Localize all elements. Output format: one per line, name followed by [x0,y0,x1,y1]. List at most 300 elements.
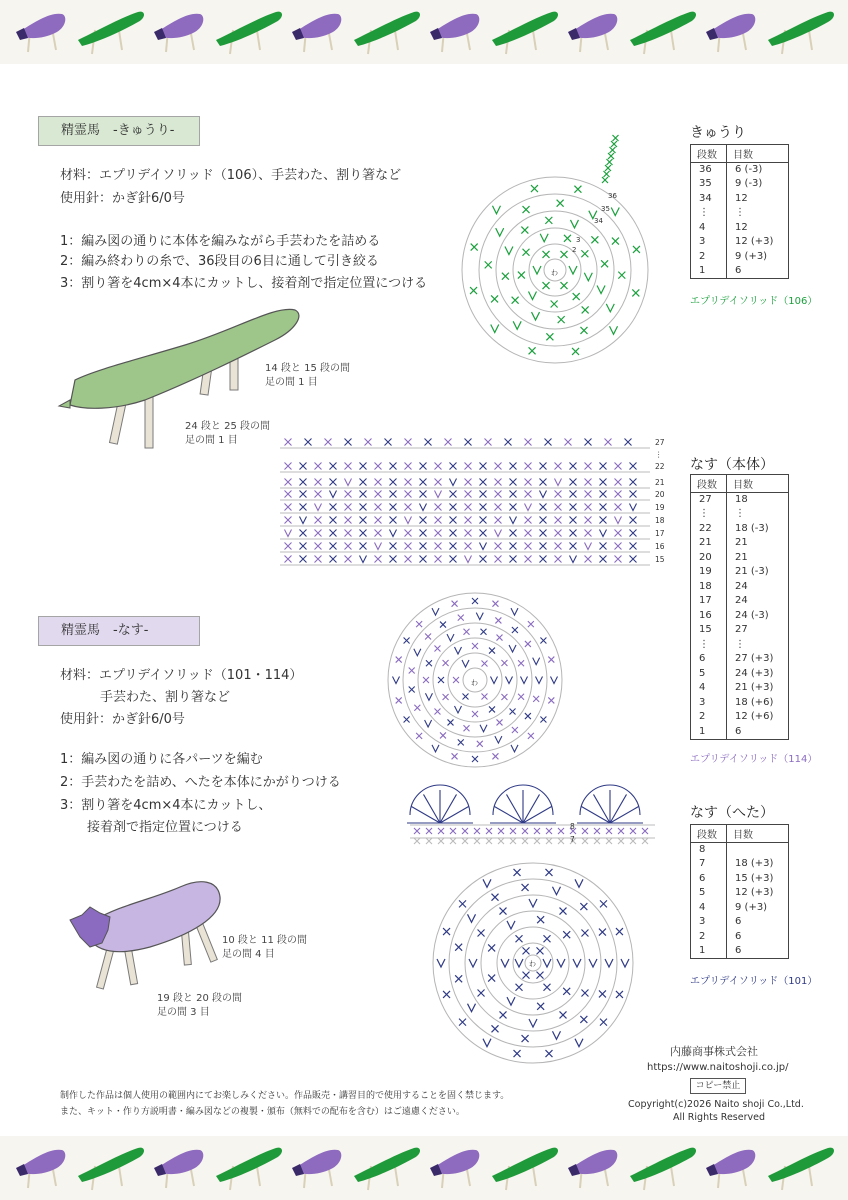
row-number-cell: 2 [691,250,727,265]
stitch-mark [533,266,541,274]
eggplant-horse-illustration [60,875,230,995]
cucumber-crochet-chart [455,130,655,380]
stitch-mark [478,990,485,997]
eggplant-heta-round-chart [428,858,638,1068]
stitch-count-cell: 21 (-3) [735,566,769,578]
stitch-mark [452,753,458,759]
eggplant-materials: 材料：エプリデイソリッド（101・114） [60,668,303,683]
cucumber-step-2: 2：編み終わりの糸で、36段目の6目に通して引き絞る [60,254,379,269]
stitch-mark [507,997,515,1005]
eggplant-body-chart-center: わ [471,679,478,687]
stitch-count-cell: 24 [735,595,748,607]
stitch-mark [345,479,352,486]
stitch-mark [450,838,456,844]
stitch-mark [330,504,337,511]
stitch-mark [345,517,352,524]
cucumber-leg-note-back [185,420,270,448]
stitch-mark [560,908,567,915]
eggplant-icon [154,14,203,52]
table-row [691,930,789,945]
table-row [691,192,789,207]
stitch-mark [471,244,478,251]
stitch-mark [470,287,477,294]
row-number-cell: 18 [691,580,727,595]
stitch-mark [405,491,412,498]
stitch-mark [463,629,469,635]
stitch-mark [555,517,562,524]
stitch-mark [435,517,442,524]
stitch-mark [315,504,322,511]
stitch-mark [580,1016,587,1023]
stitch-mark [462,660,469,667]
stitch-mark [285,543,292,550]
table-row [691,163,789,178]
stitch-mark [630,491,637,498]
stitch-mark [618,272,625,279]
vegetable-pattern [0,1136,848,1200]
stitch-mark [375,479,382,486]
cucumber-chart-label-wa: わ [551,269,558,277]
stitch-mark [345,556,352,563]
cucumber-leg-note-back-line2: 足の間 1 目 [185,435,238,446]
stitch-mark [600,556,607,563]
eggplant-icon [430,1150,479,1188]
row-number-cell: 5 [691,667,727,682]
stitch-mark [285,556,292,563]
stitch-mark [570,491,577,498]
stitch-mark [435,491,442,498]
stitch-mark [570,517,577,524]
stitch-mark [600,479,607,486]
stitch-mark [480,530,487,537]
stitch-mark [434,708,440,714]
stitch-mark [300,543,307,550]
stitch-mark [616,991,623,998]
stitch-mark [459,900,466,907]
stitch-count-cell: 6 [735,725,742,737]
stitch-mark [469,959,477,967]
table-row [691,681,789,696]
stitch-mark [600,900,607,907]
stitch-mark [285,517,292,524]
stitch-mark [585,504,592,511]
stitch-mark [633,246,640,253]
heta-table-header-rows: 段数 [691,825,727,843]
stitch-mark [450,504,457,511]
stitch-mark [330,491,337,498]
stitch-count-cell: ⋮ [735,207,745,219]
stitch-mark [537,916,544,923]
table-row [691,710,789,725]
stitch-mark [300,517,307,524]
stitch-mark [435,556,442,563]
stitch-mark [476,613,483,620]
heta-count-table [690,824,789,959]
stitch-mark [521,677,528,684]
stitch-mark [492,1025,499,1032]
body-table-header-stitches: 目数 [727,475,789,493]
stitch-mark [360,517,367,524]
table-row [691,623,789,638]
stitch-mark [443,660,449,666]
stitch-mark [528,291,536,299]
eggplant-step-3: 3：割り箸を4cm×4本にカットし、 [60,798,272,813]
stitch-mark [420,491,427,498]
stitch-mark [545,869,552,876]
stitch-mark [390,543,397,550]
stitch-mark [462,828,468,834]
stitch-mark [582,828,588,834]
table-row [691,250,789,265]
stitch-mark [540,517,547,524]
stitch-mark [522,249,529,256]
stitch-mark [552,887,560,895]
stitch-mark [414,649,421,656]
eggplant-icon [16,1150,65,1188]
stitch-mark [495,504,502,511]
stitch-count-cell: 12 [735,192,748,204]
stitch-mark [472,711,478,717]
stitch-mark [611,141,617,147]
stitch-mark [300,491,307,498]
stitch-mark [495,617,501,623]
cucumber-count-table [690,144,789,279]
stitch-count-cell: 9 (+3) [735,250,768,262]
stitch-mark [300,530,307,537]
stitch-mark [642,828,648,834]
stitch-mark [472,643,478,649]
row-number-cell: 15 [691,623,727,638]
stitch-mark [305,439,312,446]
stitch-mark [480,556,487,563]
stitch-mark [495,517,502,524]
stitch-mark [529,1019,537,1027]
stitch-mark [440,622,446,628]
company-url[interactable]: https://www.naitoshoji.co.jp/ [647,1062,789,1073]
stitch-mark [450,517,457,524]
stitch-mark [525,543,532,550]
stitch-mark [615,530,622,537]
stitch-mark [600,530,607,537]
stitch-mark [569,266,577,274]
stitch-mark [510,463,517,470]
stitch-mark [285,463,292,470]
stitch-mark [630,504,637,511]
table-row [691,507,789,522]
stitch-mark [465,543,472,550]
stitch-mark [488,975,495,982]
stitch-mark [585,439,592,446]
stitch-mark [300,504,307,511]
row-chart-label: 22 [655,462,665,471]
stitch-mark [600,517,607,524]
row-number-cell: 2 [691,710,727,725]
table-row [691,594,789,609]
stitch-count-cell: 24 (-3) [735,609,769,621]
stitch-mark [360,504,367,511]
eggplant-materials-2: 手芸わた、割り箸など [100,690,231,705]
no-copy-badge: コピー禁止 [690,1078,746,1094]
stitch-mark [555,504,562,511]
stitch-mark [501,660,507,666]
stitch-mark [570,479,577,486]
stitch-mark [545,1050,552,1057]
stitch-mark [572,348,579,355]
stitch-mark [570,543,577,550]
stitch-mark [613,135,619,141]
stitch-mark [522,838,528,844]
eggplant-icon [292,14,341,52]
stitch-count-cell: 18 (+6) [735,696,774,708]
stitch-mark [533,658,540,665]
stitch-count-cell: 24 (+3) [735,667,774,679]
stitch-mark [440,732,446,738]
cucumber-yarn-label: エプリデイソリッド（106） [690,296,818,307]
table-row [691,857,789,872]
stitch-mark [385,439,392,446]
stitch-mark [396,697,402,703]
stitch-mark [510,504,517,511]
stitch-mark [330,543,337,550]
stitch-mark [630,530,637,537]
stitch-mark [594,838,600,844]
stitch-count-cell: 9 (+3) [735,901,768,913]
stitch-mark [574,186,581,193]
stitch-mark [529,899,537,907]
cucumber-icon [630,12,696,54]
stitch-mark [615,491,622,498]
stitch-mark [600,1019,607,1026]
stitch-count-cell: ⋮ [735,508,745,520]
stitch-mark [477,741,483,747]
row-number-cell: 3 [691,696,727,711]
stitch-mark [573,293,580,300]
stitch-mark [505,247,513,255]
stitch-mark [511,745,518,752]
stitch-mark [581,250,588,257]
stitch-count-cell: 9 (-3) [735,178,763,190]
stitch-mark [512,727,518,733]
row-number-cell: 1 [691,725,727,740]
stitch-mark [416,733,422,739]
stitch-mark [480,479,487,486]
stitch-mark [525,713,531,719]
eggplant-icon [154,1150,203,1188]
stitch-mark [552,1031,560,1039]
cucumber-table-title: きゅうり [690,125,746,141]
stitch-mark [534,838,540,844]
stitch-mark [480,463,487,470]
table-row [691,638,789,653]
eggplant-section-title: 精霊馬 -なす- [38,616,200,646]
cucumber-chart-label-36: 36 [608,192,617,200]
stitch-mark [522,828,528,834]
stitch-mark [375,491,382,498]
stitch-mark [599,929,606,936]
row-number-cell: 3 [691,915,727,930]
row-number-cell: 4 [691,221,727,236]
eggplant-icon [568,14,617,52]
stitch-mark [420,543,427,550]
stitch-mark [452,601,458,607]
stitch-mark [409,687,415,693]
stitch-mark [488,944,495,951]
table-row [691,872,789,887]
eggplant-heta-edge-chart [405,775,665,850]
stitch-mark [345,543,352,550]
stitch-mark [285,491,292,498]
stitch-count-cell: 21 [735,551,748,563]
stitch-mark [434,646,440,652]
stitch-mark [630,479,637,486]
stitch-mark [555,530,562,537]
cucumber-chart-label-2: 2 [572,246,577,254]
stitch-mark [585,556,592,563]
stitch-mark [558,316,565,323]
stitch-mark [416,621,422,627]
stitch-mark [405,530,412,537]
eggplant-icon [16,14,65,52]
heta-chart-center: わ [529,960,536,968]
stitch-mark [604,171,610,177]
stitch-mark [360,463,367,470]
stitch-count-cell: 6 [735,930,742,942]
row-number-cell: ⋮ [691,206,727,221]
stitch-mark [405,517,412,524]
stitch-mark [468,1004,476,1012]
table-row [691,177,789,192]
stitch-mark [426,660,432,666]
stitch-mark [489,706,495,712]
stitch-mark [585,517,592,524]
stitch-mark [480,543,487,550]
cucumber-leg-note-front-line2: 足の間 1 目 [265,377,318,388]
row-number-cell: 17 [691,594,727,609]
stitch-mark [483,879,491,887]
stitch-mark [445,439,452,446]
stitch-mark [560,1011,567,1018]
stitch-mark [465,439,472,446]
stitch-mark [523,206,530,213]
row-chart-label: 16 [655,542,665,551]
heta-table-title: なす（へた） [690,805,774,821]
stitch-count-cell: 12 (+3) [735,236,774,248]
stitch-mark [285,504,292,511]
cucumber-icon [216,12,282,54]
row-chart-label: 21 [655,478,665,487]
stitch-mark [448,719,454,725]
stitch-mark [360,543,367,550]
stitch-mark [420,556,427,563]
stitch-mark [465,491,472,498]
stitch-mark [615,479,622,486]
table-row [691,696,789,711]
stitch-mark [537,947,544,954]
stitch-mark [345,530,352,537]
stitch-mark [330,530,337,537]
stitch-mark [565,439,572,446]
stitch-mark [375,504,382,511]
stitch-mark [495,463,502,470]
stitch-mark [540,556,547,563]
stitch-count-cell: 6 (-3) [735,164,763,175]
stitch-mark [605,165,611,171]
eggplant-hook: 使用針：かぎ針6/0号 [60,712,185,727]
stitch-mark [573,959,581,967]
stitch-mark [581,990,588,997]
stitch-mark [540,638,546,644]
stitch-mark [570,504,577,511]
table-row [691,580,789,595]
stitch-mark [360,556,367,563]
stitch-count-cell: 12 (+6) [735,711,774,723]
stitch-mark [512,297,519,304]
table-row [691,493,789,508]
stitch-mark [551,677,558,684]
stitch-mark [450,463,457,470]
stitch-mark [495,479,502,486]
stitch-mark [474,828,480,834]
stitch-mark [420,504,427,511]
stitch-mark [420,530,427,537]
stitch-mark [510,530,517,537]
stitch-mark [537,1003,544,1010]
stitch-mark [630,828,636,834]
stitch-mark [537,972,544,979]
stitch-mark [601,260,608,267]
stitch-mark [501,694,507,700]
stitch-count-cell: 12 (+3) [735,887,774,899]
row-number-cell: ⋮ [691,507,727,522]
row-number-cell: 21 [691,536,727,551]
stitch-mark [615,517,622,524]
cucumber-icon [492,12,558,54]
row-number-cell: 16 [691,609,727,624]
stitch-mark [491,325,499,333]
cucumber-section-title: 精霊馬 -きゅうり- [38,116,200,146]
stitch-mark [491,295,498,302]
stitch-mark [544,935,551,942]
row-number-cell: 3 [691,235,727,250]
stitch-mark [548,697,554,703]
stitch-mark [555,543,562,550]
row-chart-label: 20 [655,490,665,499]
stitch-mark [502,273,509,280]
stitch-mark [544,984,551,991]
stitch-mark [435,479,442,486]
stitch-mark [555,556,562,563]
eggplant-icon [292,1150,341,1188]
stitch-mark [605,959,613,967]
stitch-mark [450,828,456,834]
cucumber-icon [78,1148,144,1190]
stitch-mark [543,959,551,967]
stitch-mark [615,504,622,511]
row-chart-label: 19 [655,503,665,512]
row-chart-label: 27 [655,438,665,447]
stitch-mark [425,633,431,639]
stitch-mark [555,479,562,486]
stitch-mark [498,838,504,844]
stitch-mark [518,272,525,279]
stitch-mark [330,479,337,486]
stitch-mark [315,517,322,524]
stitch-mark [610,147,616,153]
stitch-mark [545,439,552,446]
stitch-mark [345,491,352,498]
stitch-mark [330,556,337,563]
stitch-mark [510,708,516,714]
